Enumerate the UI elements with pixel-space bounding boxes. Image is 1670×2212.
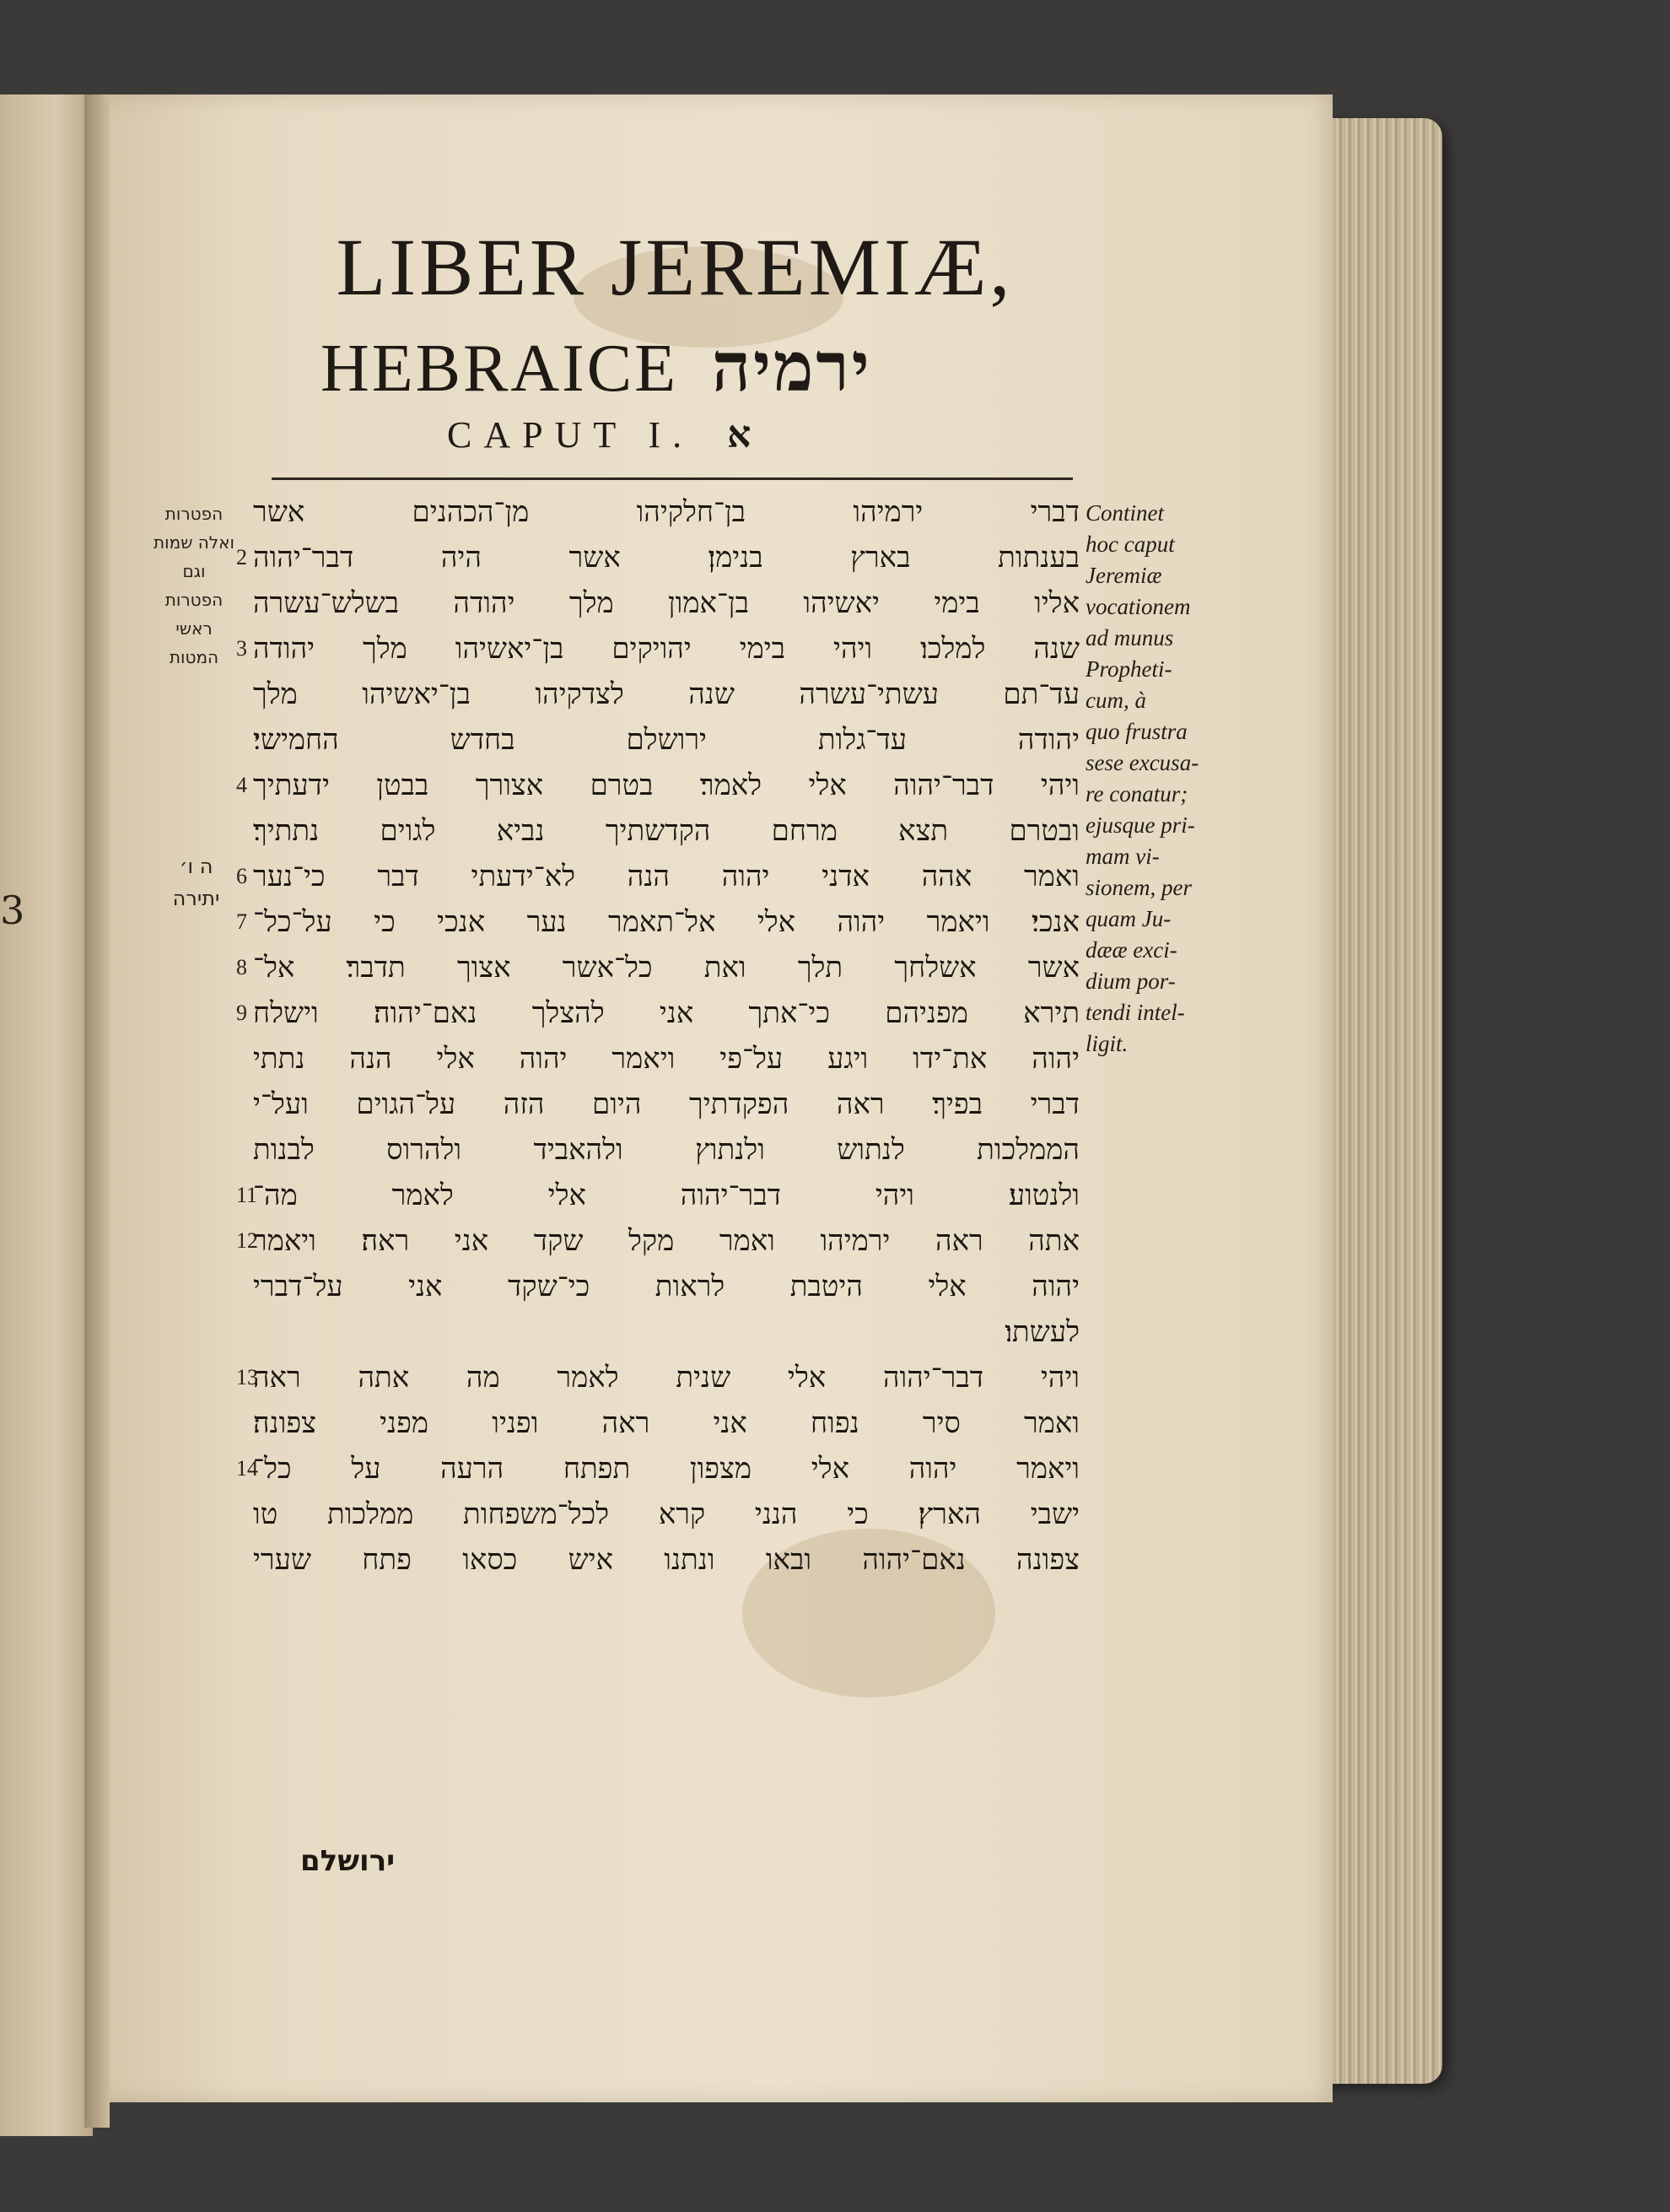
text-line [253, 672, 1080, 717]
gutter [84, 94, 110, 2128]
margin-note-line: Jeremiæ [1086, 563, 1162, 588]
verse-number: 2 [236, 545, 247, 569]
verse-text: ואמר סיר נפוח אני ראה ופניו מפני צפונה׃ [253, 1406, 1080, 1440]
verse-text: אליו בימי יאשיהו בן־אמון מלך יהודה בשלש־עשרה [253, 586, 1080, 620]
text-line [253, 489, 1080, 535]
margin-note-line: ad munus [1086, 625, 1174, 650]
verse-number: 12 [236, 1228, 258, 1253]
verse-number: 13 [236, 1365, 258, 1389]
text-line [253, 1264, 1080, 1309]
text-line [236, 1355, 1080, 1400]
left-note: המטות [169, 647, 219, 667]
verse-text: עד־תם עשתי־עשרה שנה לצדקיהו בן־יאשיהו מלך [253, 677, 1080, 711]
verse-text: ובטרם תצא מרחם הקדשתיך נביא לגוים נתתיך׃ [253, 814, 1080, 848]
margin-note-line: re conatur; [1086, 781, 1188, 807]
left-note: ואלה שמות [154, 532, 234, 553]
verse-text: ולנטוע׃ ויהי דבר־יהוה אלי לאמר מה־ [253, 1179, 1080, 1212]
text-line [253, 1082, 1080, 1127]
margin-note-line: hoc caput [1086, 531, 1175, 557]
text-line [253, 808, 1080, 854]
left-note: הפטרות [164, 590, 224, 610]
verse-text: הממלכות לנתוש ולנתוץ ולהאביד ולהרוס לבנות [253, 1133, 1080, 1167]
left-note: הפטרות [164, 504, 224, 524]
text-line [253, 1492, 1080, 1537]
margin-note-line: cum, à [1086, 688, 1146, 713]
text-line [253, 1400, 1080, 1446]
text-line [236, 763, 1080, 808]
text-line [236, 990, 1080, 1036]
left-note: ה ו׳ [179, 855, 213, 878]
verse-number: 3 [236, 636, 247, 661]
left-margin-note-lower [152, 850, 240, 914]
chapter-heading [447, 413, 953, 456]
verse-number: 4 [236, 773, 247, 797]
text-line [253, 1036, 1080, 1082]
text-line [253, 1127, 1080, 1173]
margin-note-line: quo frustra [1086, 719, 1188, 744]
chapter-hebrew: א [727, 413, 752, 456]
left-note: וגם [182, 561, 206, 581]
verse-text: לעשתו׃ [1005, 1315, 1080, 1349]
left-note: יתירה [172, 887, 220, 910]
text-line [236, 1173, 1080, 1218]
verse-text: יהוה את־ידו ויגע על־פי ויאמר יהוה אלי הנה נתתי [253, 1042, 1080, 1076]
margin-note-line: sese excusa- [1086, 750, 1199, 775]
margin-note-line: Continet [1086, 500, 1164, 526]
verse-number: 8 [236, 955, 247, 979]
subtitle-latin: HEBRAICE [321, 332, 678, 406]
verse-text: ויאמר יהוה אלי מצפון תפתח הרעה על כל־ [253, 1452, 1080, 1486]
text-line [236, 1218, 1080, 1264]
verse-text: שנה למלכו׃ ויהי בימי יהויקים בן־יאשיהו מלך יהודה [253, 632, 1080, 666]
verse-number: 11 [236, 1183, 258, 1207]
chapter-latin: CAPUT I. [447, 414, 694, 456]
catchword: ירושלם [300, 1844, 396, 1878]
margin-note-line: dææ exci- [1086, 937, 1177, 963]
text-line [236, 945, 1080, 990]
margin-note-line: ejusque pri- [1086, 812, 1195, 838]
verse-text: ואמר אהה אדני יהוה הנה לא־ידעתי דבר כי־נער [253, 860, 1080, 893]
text-line [253, 1537, 1080, 1583]
text-line [236, 854, 1080, 899]
left-margin-notes [143, 499, 245, 672]
text-line [253, 717, 1080, 763]
verse-text: אנכי׃ ויאמר יהוה אלי אל־תאמר נער אנכי כי על־כל־ [253, 905, 1080, 939]
verse-text: ויהי דבר־יהוה אלי לאמר׃ בטרם אצורך בבטן ידעתיך [253, 769, 1080, 802]
margin-note-line: vocationem [1086, 594, 1191, 619]
margin-note-line: sionem, per [1086, 875, 1192, 900]
subtitle-hebrew: ירמיה [712, 327, 872, 407]
verse-number: 7 [236, 909, 247, 934]
heading-rule [272, 477, 1073, 480]
page-stack [1316, 118, 1442, 2084]
verse-text: תירא מפניהם כי־אתך אני להצלך נאם־יהוה׃ וישלח [253, 996, 1080, 1030]
text-line [253, 580, 1080, 626]
verse-text: אתה ראה ירמיהו ואמר מקל שקד אני ראה׃ ויאמר [253, 1224, 1080, 1258]
text-line [253, 1309, 1080, 1355]
verse-text: ישבי הארץ׃ כי הנני קרא לכל־משפחות ממלכות טו [253, 1497, 1080, 1531]
margin-note-line: ligit. [1086, 1031, 1129, 1056]
text-line [236, 535, 1080, 580]
text-line [236, 1446, 1080, 1492]
margin-note-line: dium por- [1086, 968, 1176, 994]
latin-margin-note [1086, 498, 1229, 1060]
margin-note-line: mam vi- [1086, 844, 1160, 869]
left-page-fragment: 3 [0, 887, 25, 933]
text-line [236, 899, 1080, 945]
verse-number: 14 [236, 1456, 258, 1481]
verse-text: יהוה אלי היטבת לראות כי־שקד אני על־דברי [253, 1270, 1080, 1303]
verse-number: 9 [236, 1001, 247, 1025]
verse-text: צפונה נאם־יהוה ובאו ונתנו איש כסאו פתח שערי [253, 1543, 1080, 1577]
left-note: ראשי [175, 618, 213, 639]
verse-text: דברי בפיך׃ ראה הפקדתיך היום הזה על־הגוים ועל־י [253, 1087, 1080, 1121]
verse-text: אשר אשלחך תלך ואת כל־אשר אצוך תדבר׃ אל־ [253, 951, 1080, 985]
verse-text: בענתות בארץ בנימן׃ אשר היה דבר־יהוה [253, 541, 1080, 575]
hebrew-text-block [236, 489, 1080, 1583]
margin-note-line: Propheti- [1086, 656, 1172, 682]
margin-note-line: tendi intel- [1086, 1000, 1185, 1025]
verse-text: דברי ירמיהו בן־חלקיהו מן־הכהנים אשר [253, 495, 1080, 529]
verse-number: 6 [236, 864, 247, 888]
left-page-edge [0, 94, 93, 2136]
text-line [236, 626, 1080, 672]
verse-text: יהודה עד־גלות ירושלם בחדש החמישי׃ [253, 723, 1080, 757]
verse-text: ויהי דבר־יהוה אלי שנית לאמר מה אתה ראה [253, 1361, 1080, 1395]
page-subtitle [321, 325, 1147, 411]
page-title: LIBER JEREMIÆ, [336, 222, 1014, 312]
margin-note-line: quam Ju- [1086, 906, 1172, 931]
